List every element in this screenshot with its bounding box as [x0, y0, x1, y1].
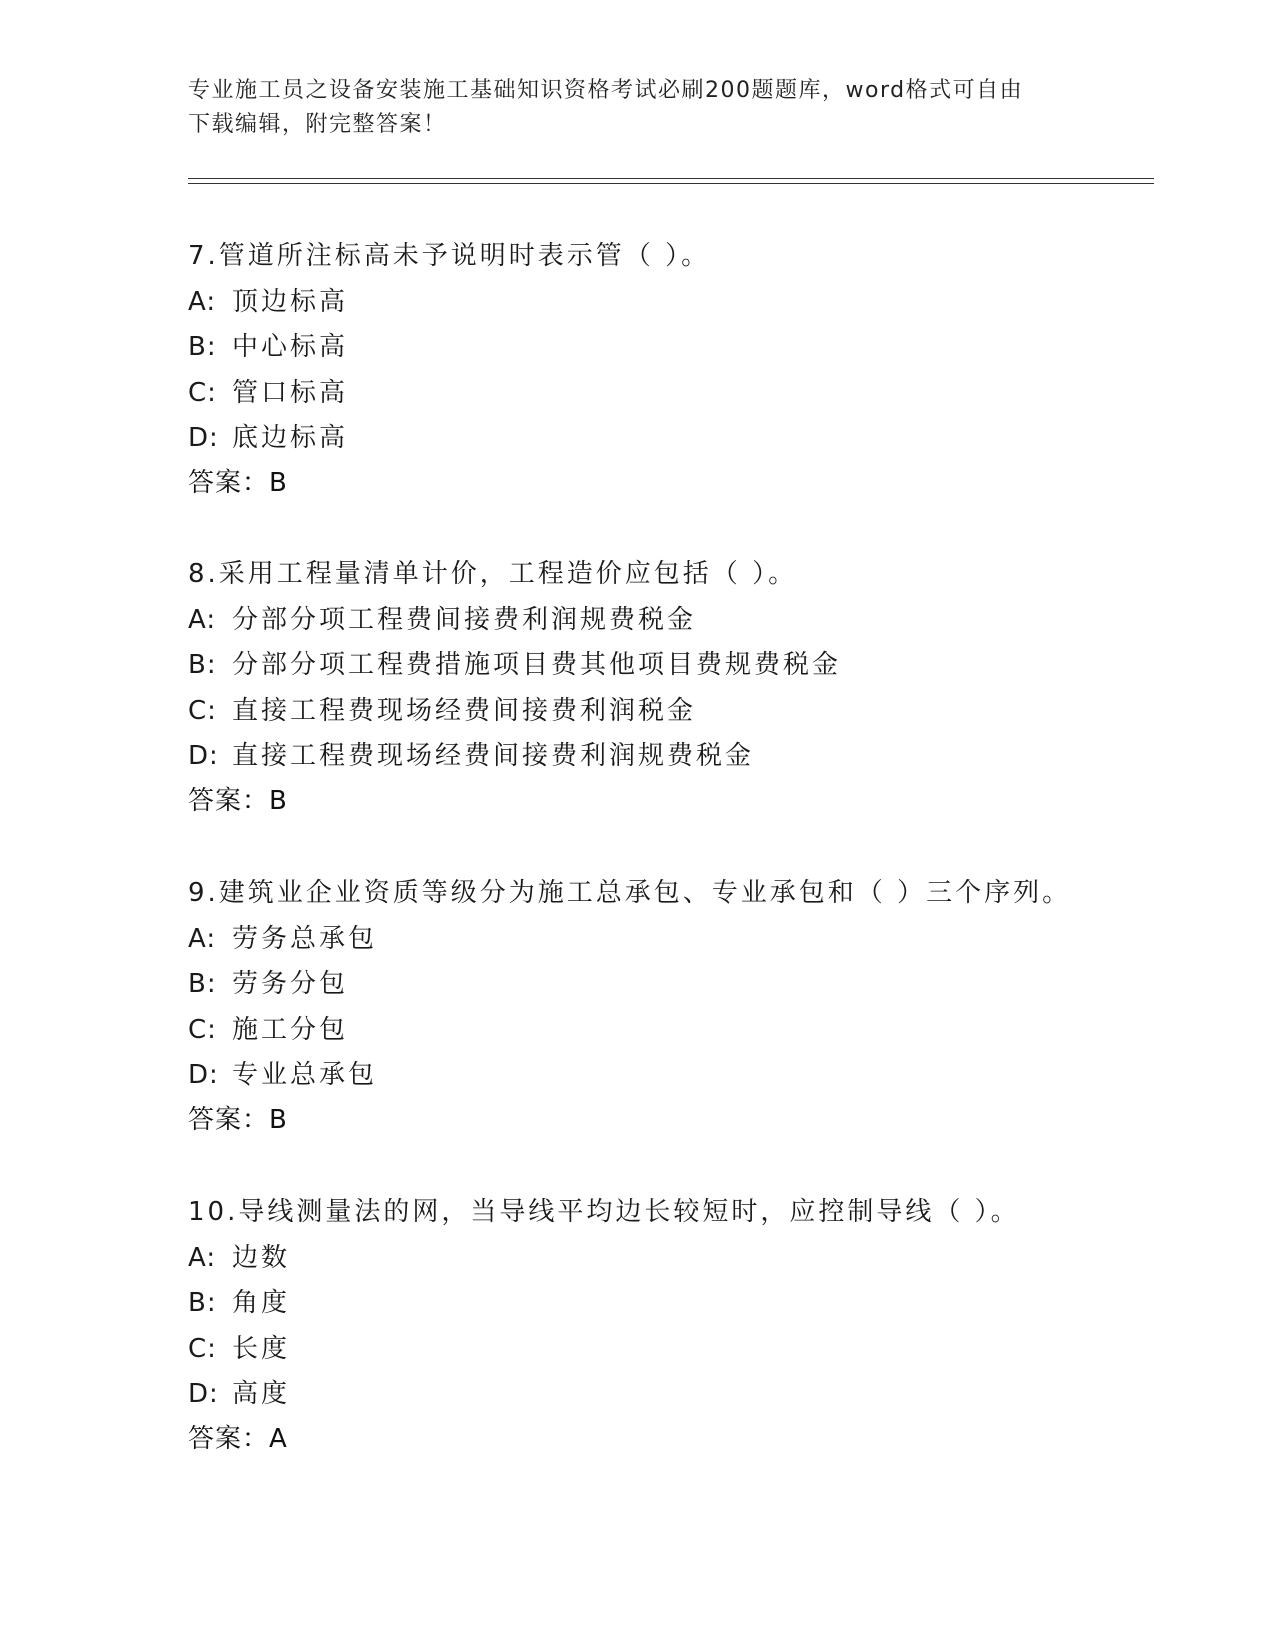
option-key: C: [188, 1333, 217, 1364]
option-text: 长度 [232, 1333, 291, 1364]
option-key: D: [188, 741, 219, 771]
header-divider-bottom [188, 183, 1154, 184]
option-text: 高度 [232, 1379, 291, 1409]
option-text: 施工分包 [232, 1014, 349, 1045]
answer-line: 答案：B [188, 1105, 288, 1135]
question-block [188, 876, 1168, 1137]
header-line-1: 专业施工员之设备安装施工基础知识资格考试必刷200题题库，word格式可自由 [188, 78, 1024, 103]
option-text: 底边标高 [232, 423, 349, 453]
option-c [188, 376, 1168, 410]
option-key: C: [188, 1014, 217, 1045]
option-text: 边数 [232, 1242, 291, 1273]
option-text: 角度 [232, 1288, 291, 1318]
option-c [188, 694, 1168, 728]
question-block [188, 557, 1168, 818]
header-divider-top [188, 178, 1154, 179]
option-d [188, 1377, 1168, 1411]
question-text: 8.采用工程量清单计价，工程造价应包括（ ）。 [188, 559, 798, 589]
option-key: B: [188, 1288, 217, 1318]
option-a [188, 922, 1168, 956]
option-a [188, 285, 1168, 319]
answer-line: 答案：B [188, 468, 288, 498]
option-key: A: [188, 604, 217, 635]
answer-line: 答案：A [188, 1424, 288, 1454]
option-c [188, 1013, 1168, 1047]
option-text: 直接工程费现场经费间接费利润税金 [232, 695, 697, 726]
option-key: D: [188, 1060, 219, 1090]
question-block [188, 1195, 1168, 1456]
option-text: 分部分项工程费措施项目费其他项目费规费税金 [232, 650, 842, 680]
option-key: A: [188, 923, 217, 954]
answer-line: 答案：B [188, 786, 288, 816]
option-text: 分部分项工程费间接费利润规费税金 [232, 604, 697, 635]
option-b [188, 330, 1168, 364]
question-text: 9.建筑业企业资质等级分为施工总承包、专业承包和（ ）三个序列。 [188, 878, 1072, 908]
option-key: D: [188, 1379, 219, 1409]
option-text: 顶边标高 [232, 286, 349, 317]
option-key: B: [188, 650, 217, 680]
option-key: A: [188, 286, 217, 317]
option-b [188, 1286, 1168, 1320]
option-b [188, 967, 1168, 1001]
option-key: C: [188, 377, 217, 408]
document-header [188, 74, 1078, 142]
option-text: 管口标高 [232, 377, 349, 408]
option-b [188, 648, 1168, 682]
option-a [188, 603, 1168, 637]
option-text: 中心标高 [232, 332, 349, 362]
option-c [188, 1332, 1168, 1366]
option-key: C: [188, 695, 217, 726]
question-block [188, 239, 1168, 500]
option-d [188, 739, 1168, 773]
option-key: B: [188, 969, 217, 999]
option-d [188, 1058, 1168, 1092]
option-text: 劳务分包 [232, 969, 349, 999]
option-key: D: [188, 423, 219, 453]
option-a [188, 1241, 1168, 1275]
option-text: 直接工程费现场经费间接费利润规费税金 [232, 741, 755, 771]
question-text: 7.管道所注标高未予说明时表示管（ ）。 [188, 241, 711, 271]
option-key: B: [188, 332, 217, 362]
option-text: 劳务总承包 [232, 923, 378, 954]
option-text: 专业总承包 [232, 1060, 378, 1090]
option-key: A: [188, 1242, 217, 1273]
header-line-2: 下载编辑，附完整答案！ [188, 112, 447, 137]
option-d [188, 421, 1168, 455]
question-text: 10.导线测量法的网，当导线平均边长较短时，应控制导线（ ）。 [188, 1197, 1020, 1227]
